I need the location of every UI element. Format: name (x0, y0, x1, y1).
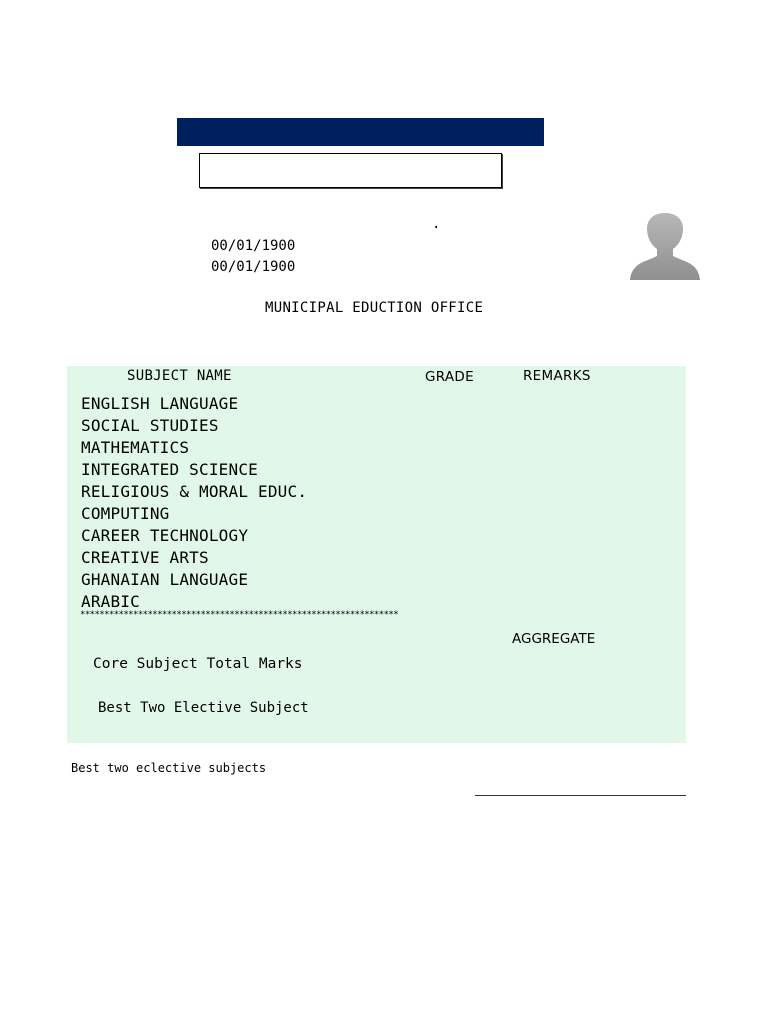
column-header-remarks: REMARKS (523, 368, 591, 384)
subject-row: COMPUTING (81, 504, 170, 523)
aggregate-label: AGGREGATE (512, 631, 596, 647)
subject-row: INTEGRATED SCIENCE (81, 460, 258, 479)
office-title: MUNICIPAL EDUCTION OFFICE (265, 300, 484, 316)
subject-row: GHANAIAN LANGUAGE (81, 570, 249, 589)
subject-row: ENGLISH LANGUAGE (81, 394, 239, 413)
student-name-box (199, 153, 502, 188)
core-total-label: Core Subject Total Marks (93, 656, 303, 672)
column-header-grade: GRADE (425, 369, 474, 385)
subject-row: CREATIVE ARTS (81, 548, 209, 567)
date-2: 00/01/1900 (211, 259, 296, 275)
dot-mark: . (432, 216, 441, 232)
subject-row: ARABIC (81, 592, 140, 611)
subject-row: CAREER TECHNOLOGY (81, 526, 249, 545)
person-silhouette-icon (630, 212, 700, 280)
footnote: Best two eclective subjects (71, 761, 267, 775)
results-panel (67, 366, 686, 743)
subject-row: MATHEMATICS (81, 438, 190, 457)
column-header-subject: SUBJECT NAME (127, 368, 232, 384)
signature-line (475, 795, 686, 796)
best-two-elective-label: Best Two Elective Subject (98, 700, 309, 716)
subject-list (81, 393, 307, 613)
header-banner (177, 118, 544, 146)
date-1: 00/01/1900 (211, 238, 296, 254)
separator-line: ****************************************************************** (80, 610, 399, 620)
subject-row: RELIGIOUS & MORAL EDUC. (81, 482, 308, 501)
subject-row: SOCIAL STUDIES (81, 416, 219, 435)
